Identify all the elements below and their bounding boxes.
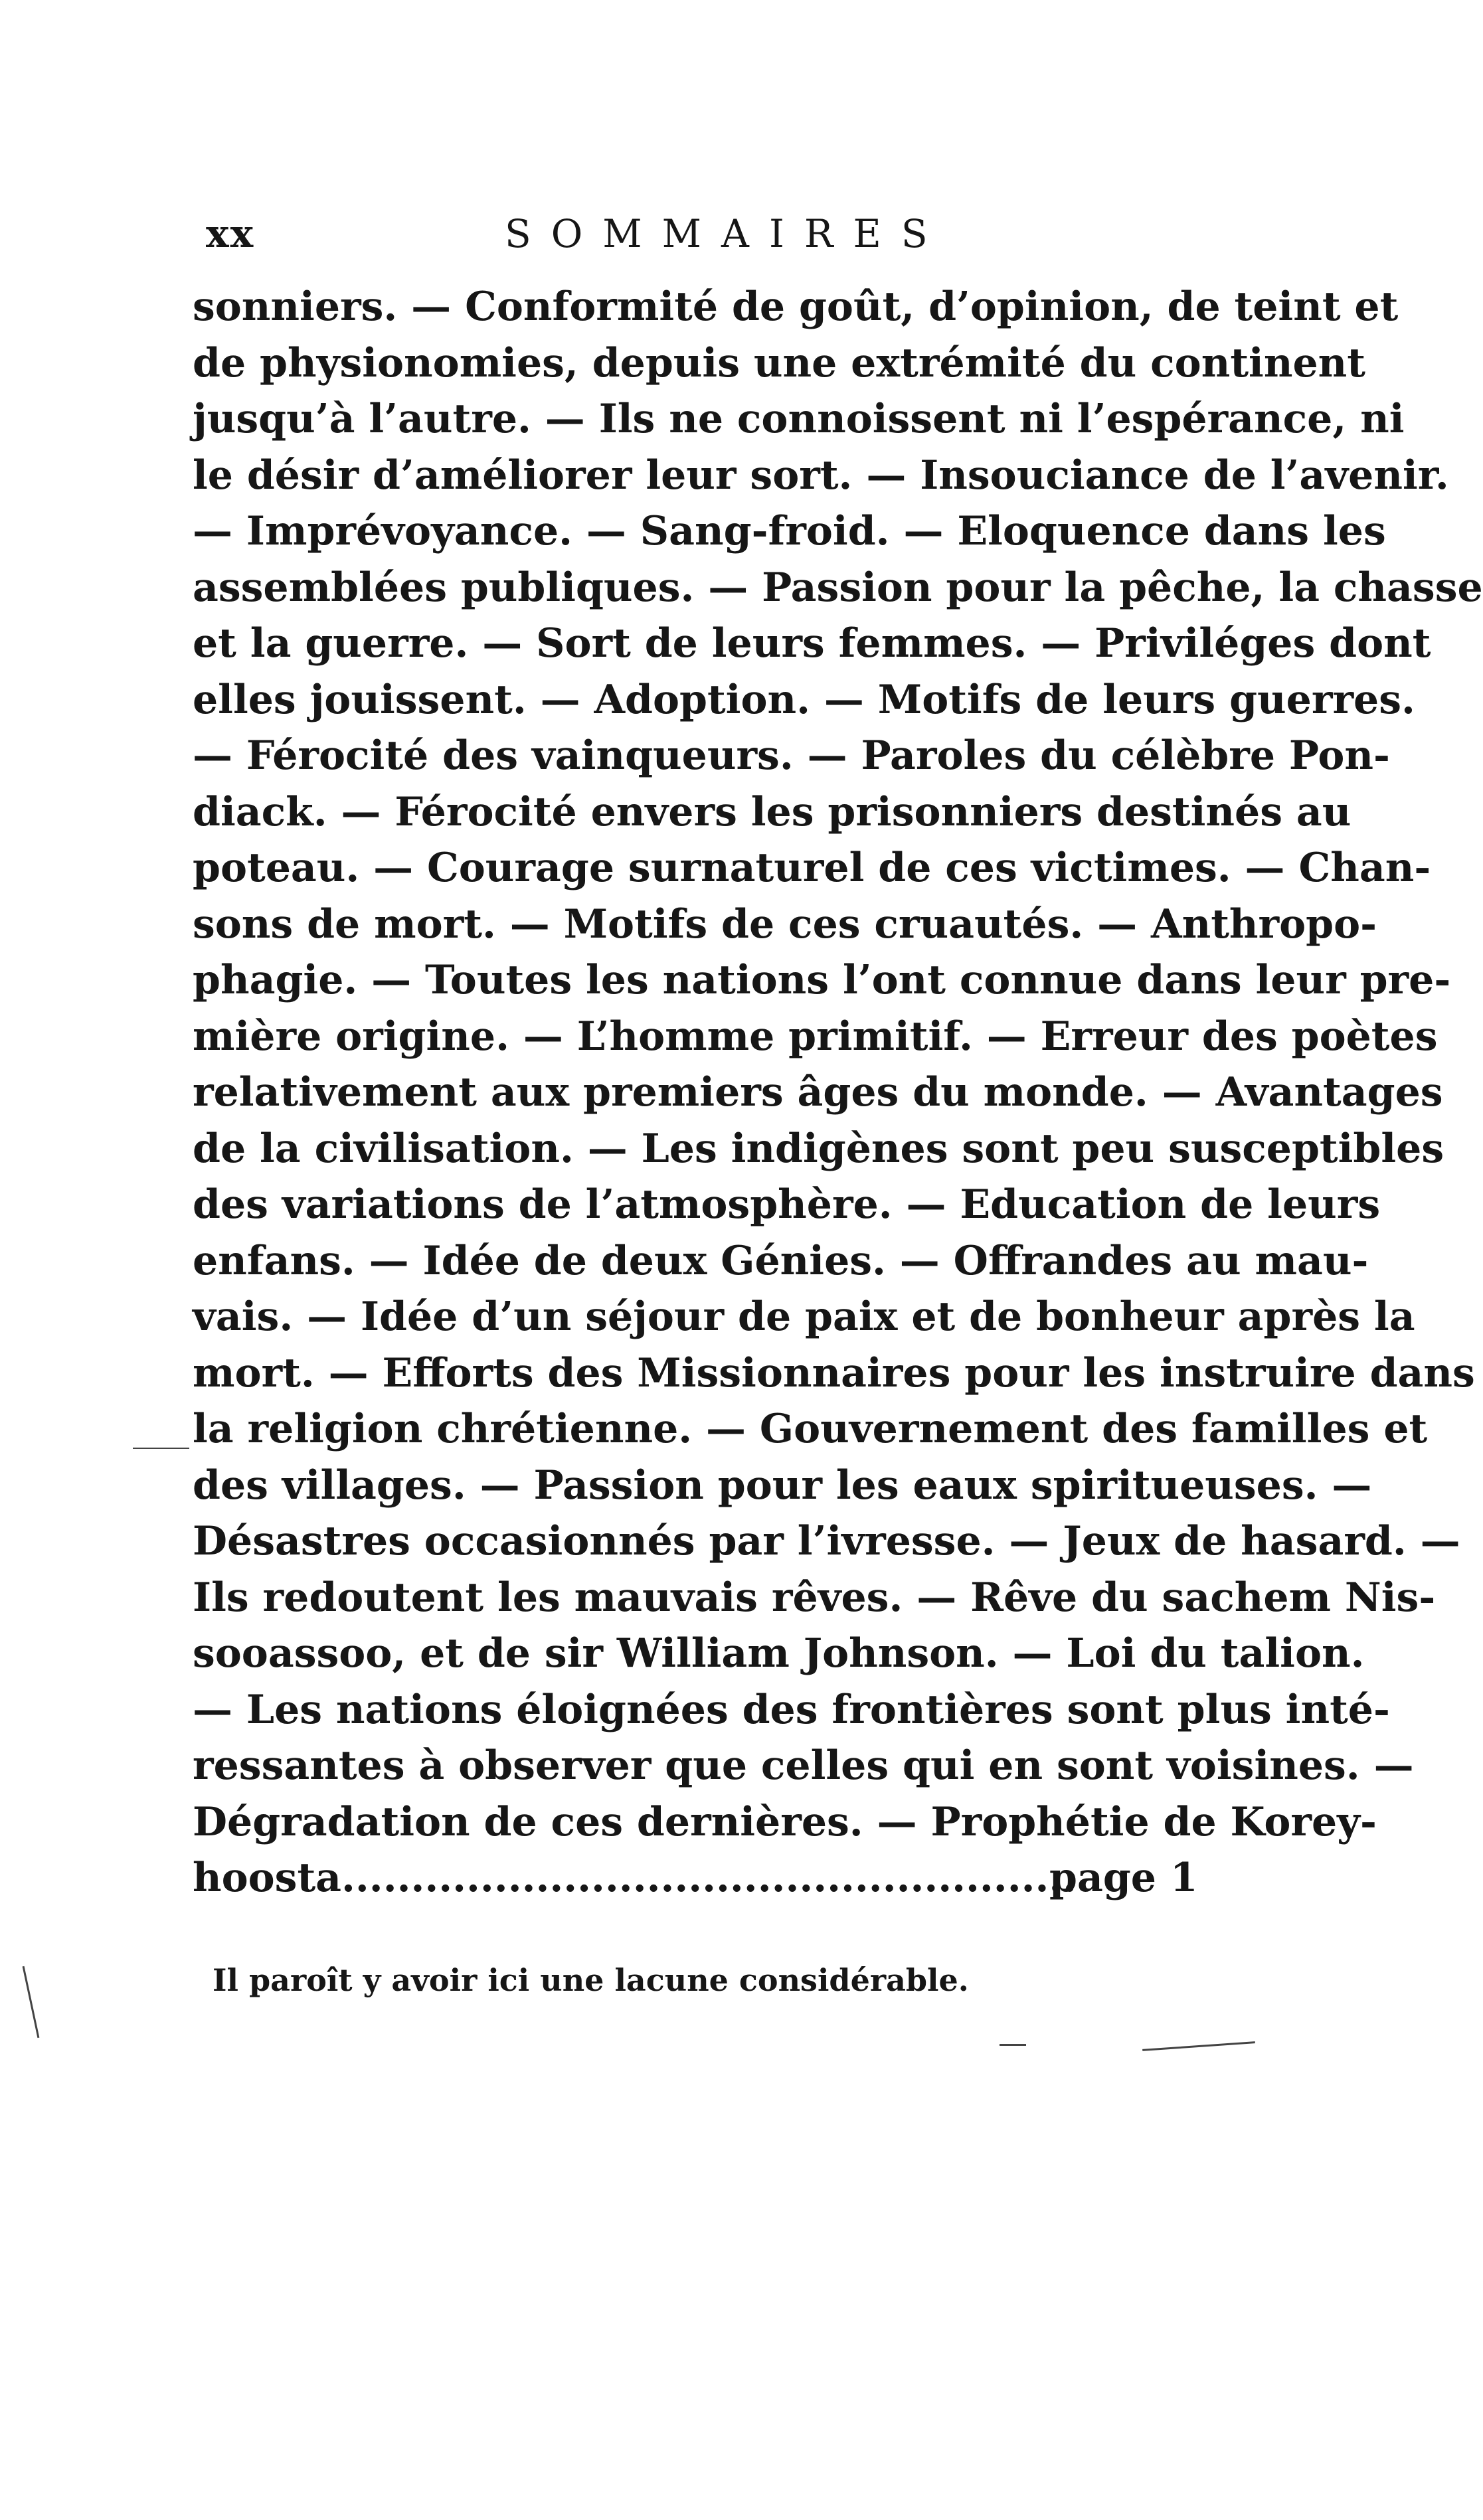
text-line: et la guerre. — Sort de leurs femmes. — Priviléges dont [193, 620, 1431, 667]
text-line: assemblées publiques. — Passion pour la pêche, la chasse [193, 564, 1483, 611]
text-line: Désastres occasionnés par l’ivresse. — Jeux de hasard. — [193, 1518, 1460, 1564]
summary-text [193, 279, 1483, 1906]
page-reference: page 1 [1049, 1855, 1198, 1901]
text-line: relativement aux premiers âges du monde. — Avantages [193, 1069, 1443, 1116]
page-header [206, 211, 1242, 264]
text-line: sooassoo, et de sir William Johnson. — Loi du talion. [193, 1630, 1365, 1677]
text-line: jusqu’à l’autre. — Ils ne connoissent ni l’espérance, ni [193, 396, 1405, 442]
scan-mark [1000, 2044, 1026, 2046]
text-line: sons de mort. — Motifs de ces cruautés. — Anthropo- [193, 900, 1377, 948]
last-line-text: hoosta..................................................... [193, 1855, 1077, 1901]
text-line: de la civilisation. — Les indigènes sont peu susceptibles [193, 1125, 1444, 1172]
text-line: la religion chrétienne. — Gouvernement des familles et [193, 1406, 1428, 1452]
text-line: phagie. — Toutes les nations l’ont connue dans leur pre- [193, 957, 1451, 1003]
text-line: de physionomies, depuis une extrémité du continent [193, 339, 1365, 386]
text-line: Dégradation de ces dernières. — Prophétie de Korey- [193, 1798, 1377, 1845]
running-title: SOMMAIRES [505, 211, 948, 256]
text-line: mière origine. — L’homme primitif. — Erreur des poètes [193, 1013, 1438, 1060]
text-line: — Férocité des vainqueurs. — Paroles du célèbre Pon- [193, 732, 1390, 779]
text-line: — Les nations éloignées des frontières sont plus inté- [193, 1686, 1390, 1733]
text-line: des villages. — Passion pour les eaux spiritueuses. — [193, 1462, 1372, 1509]
text-line: vais. — Idée d’un séjour de paix et de bonheur après la [193, 1294, 1415, 1340]
text-line: sonniers. — Conformité de goût, d’opinion, de teint et [193, 284, 1399, 330]
text-line: — Imprévoyance. — Sang-froid. — Eloquence dans les [193, 508, 1386, 554]
text-line: elles jouissent. — Adoption. — Motifs de leurs guerres. [193, 676, 1415, 723]
text-line: Ils redoutent les mauvais rêves. — Rêve du sachem Nis- [193, 1574, 1436, 1621]
text-line: mort. — Efforts des Missionnaires pour les instruire dans [193, 1349, 1475, 1396]
page-number: xx [206, 211, 255, 256]
footnote: Il paroît y avoir ici une lacune considérable. [213, 1962, 969, 1998]
text-line: diack. — Férocité envers les prisonniers destinés au [193, 788, 1352, 835]
text-line: poteau. — Courage surnaturel de ces victimes. — Chan- [193, 845, 1431, 891]
scan-mark [133, 1448, 189, 1449]
text-line: enfans. — Idée de deux Génies. — Offrandes au mau- [193, 1237, 1369, 1284]
text-line: ressantes à observer que celles qui en sont voisines. — [193, 1742, 1414, 1789]
scan-mark [1142, 2041, 1255, 2051]
scan-mark [23, 1966, 40, 2038]
last-text-line [193, 1850, 1242, 1906]
text-line: le désir d’améliorer leur sort. — Insouciance de l’avenir. [193, 452, 1449, 499]
text-line: des variations de l’atmosphère. — Education de leurs [193, 1181, 1381, 1228]
